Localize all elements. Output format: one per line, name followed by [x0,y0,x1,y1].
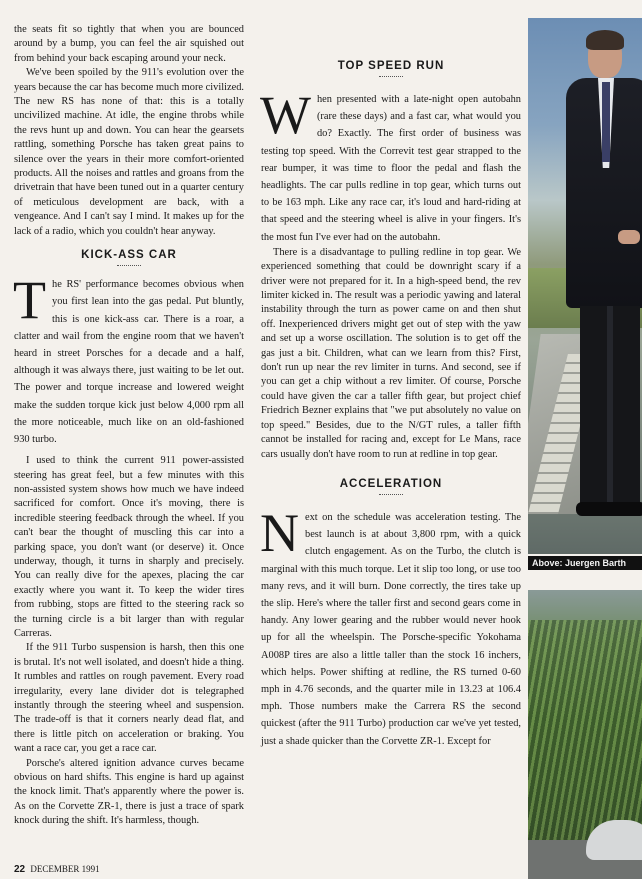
section-heading: KICK-ASS CAR [81,249,177,262]
section-heading-block [14,249,244,266]
drop-cap: N [260,502,299,563]
body-paragraph: We've been spoiled by the 911's evolution over the years because the car has become much more civilized. The new RS has none of that: this is a totally uncivilized machine. At idle, the engine throbs while the revs hunt up and down. You can hear the gearsets rattling, something Porsche has taken great pains to silence over the years in their more comfort-oriented products. All the noises and rattles and groans from the drivetrain that have been tuned out in a quarter century of meticulous development are back, with a vengeance. And I can't say I mind. It makes up for the lack of a radio, which you couldn't hear anyway. [14,67,244,237]
photo-person [566,34,642,524]
middle-column [261,0,521,750]
body-paragraph: the seats fit so tightly that when you are bounced around by a bump, you can feel the air squished out from behind your back escaping around your neck. [14,24,244,64]
car-photo [528,590,642,879]
body-paragraph: If the 911 Turbo suspension is harsh, then this one is brutal. It's not well isolated, and doesn't hide a thing. It rumbles and rattles on rough pavement. Every road irregularity, every lane divider dot is telegraphed instantly through the steering wheel and suspension. The trade-off is that it corners nearly dead flat, and there is little pitch on acceleration or braking. You want a race car, you get a race car. [14,642,244,755]
drop-cap: W [260,85,311,145]
portrait-photo [528,18,642,554]
drop-cap: T [13,270,46,331]
left-column [14,0,244,829]
paragraph-text: hen presented with a late-night open autobahn (rare these days) and a fast car, what would you do? Exactly. The first order of business was testing top speed. With the Correvit test gear strapped to the rear bumper, it was time to floor the pedal and flash the headlights. The car pulls redline in top gear, which turns out to be 163 mph. Like any race car, it's loud and hard-riding at that speed and the steering wheel is alive in your fingers. It's the most fun I've ever had on the autobahn. [261,94,521,243]
heading-rule [379,494,403,495]
section-heading: ACCELERATION [339,477,443,490]
photo-cornfield [528,620,642,840]
heading-rule [379,76,403,77]
issue-date: DECEMBER 1991 [30,864,100,874]
heading-rule [117,265,141,266]
paragraph-text: he RS' performance becomes obvious when you first lean into the gas pedal. Put bluntly, this is one kick-ass car. There is a roar, a clatter and wail from the engine room that we haven't heard in street Porsches for a decade and a half, although it was always there, just waiting to be let out. The power and torque increase and lowered weight make the sudden torque kick just below 4,000 rpm all the more noticeable, much like on an old-fashioned 930 turbo. [14,279,244,445]
photo-caption: Above: Juergen Barth [528,556,642,570]
body-paragraph: There is a disadvantage to pulling redline in top gear. We experienced something that could be downright scary if a driver were not prepared for it. In a high-speed bend, the rev limiter kicked in. The result was a periodic yawing and lateral instability through the turn as power came on and then shut off. Inexperienced drivers might get out of step with the yaw and set up a worse oscillation. The solution is to get off the gas just a bit. Children, what can we learn from this? First, don't run up near the rev limiter in turns. And second, see if you can get a chip without a rev limiter. Of course, Porsche could have given the car a taller fifth gear, but project chief Friedrich Bezner explains that "we put absolutely no value on top speed." Besides, due to the N/GT rules, a taller fifth cannot be installed for racing and, except for Le Mans, race cars usually don't have room to run at redline in top gear. [261,246,521,460]
body-paragraph: I used to think the current 911 power-assisted steering has great feel, but a few minutes with this non-assisted system shows how much we have indeed sacrificed for comfort. Once it's moving, there is incredible steering feedback through the wheel. If you can't bear the thought of muscling this car into a parking space, you don't want (or deserve) it. Once underway, though, it turns in sharply and precisely. You can really dive for the apexes, placing the car exactly where you want it. To keep the wider tires from rubbing, stops are fitted to the steering rack so the turning circle is a bit larger than with regular Carreras. [14,455,244,639]
section-heading: TOP SPEED RUN [337,60,445,72]
body-paragraph [260,502,521,750]
body-paragraph [260,85,521,246]
page-footer [14,864,100,875]
body-paragraph [13,270,244,448]
page-number: 22 [14,864,26,875]
section-heading-block [261,60,521,77]
body-paragraph: Porsche's altered ignition advance curves became obvious on hard shifts. This engine is hard up against the knock limit. That's apparently where the power is. As on the Corvette ZR-1, there is just a trace of spark knock during the shift. It's harmless, though. [14,757,244,827]
paragraph-text: ext on the schedule was acceleration testing. The best launch is at about 3,800 rpm, with a quick clutch engagement. As on the Turbo, the clutch is marginal with this much torque. Let it slip too long, or use too many revs, and it will burn. Done correctly, the tires take up the slip. Here's where the taller first and second gears come in handy. Any lower gearing and the rubber would never hook up for all the wheelspin. The Porsche-specific Yokohama A008P tires are also a little taller than the stock 16 inchers, which helps. Power shifting at redline, the RS turned 0-60 mph in 4.76 seconds, and the quarter mile in 13.23 at 106.4 mph. Those numbers make the Carrera RS the second quickest (after the 911 Turbo) production car we've yet tested, just a shade quicker than the Corvette ZR-1. Except for [261,511,521,747]
section-heading-block [261,478,521,495]
